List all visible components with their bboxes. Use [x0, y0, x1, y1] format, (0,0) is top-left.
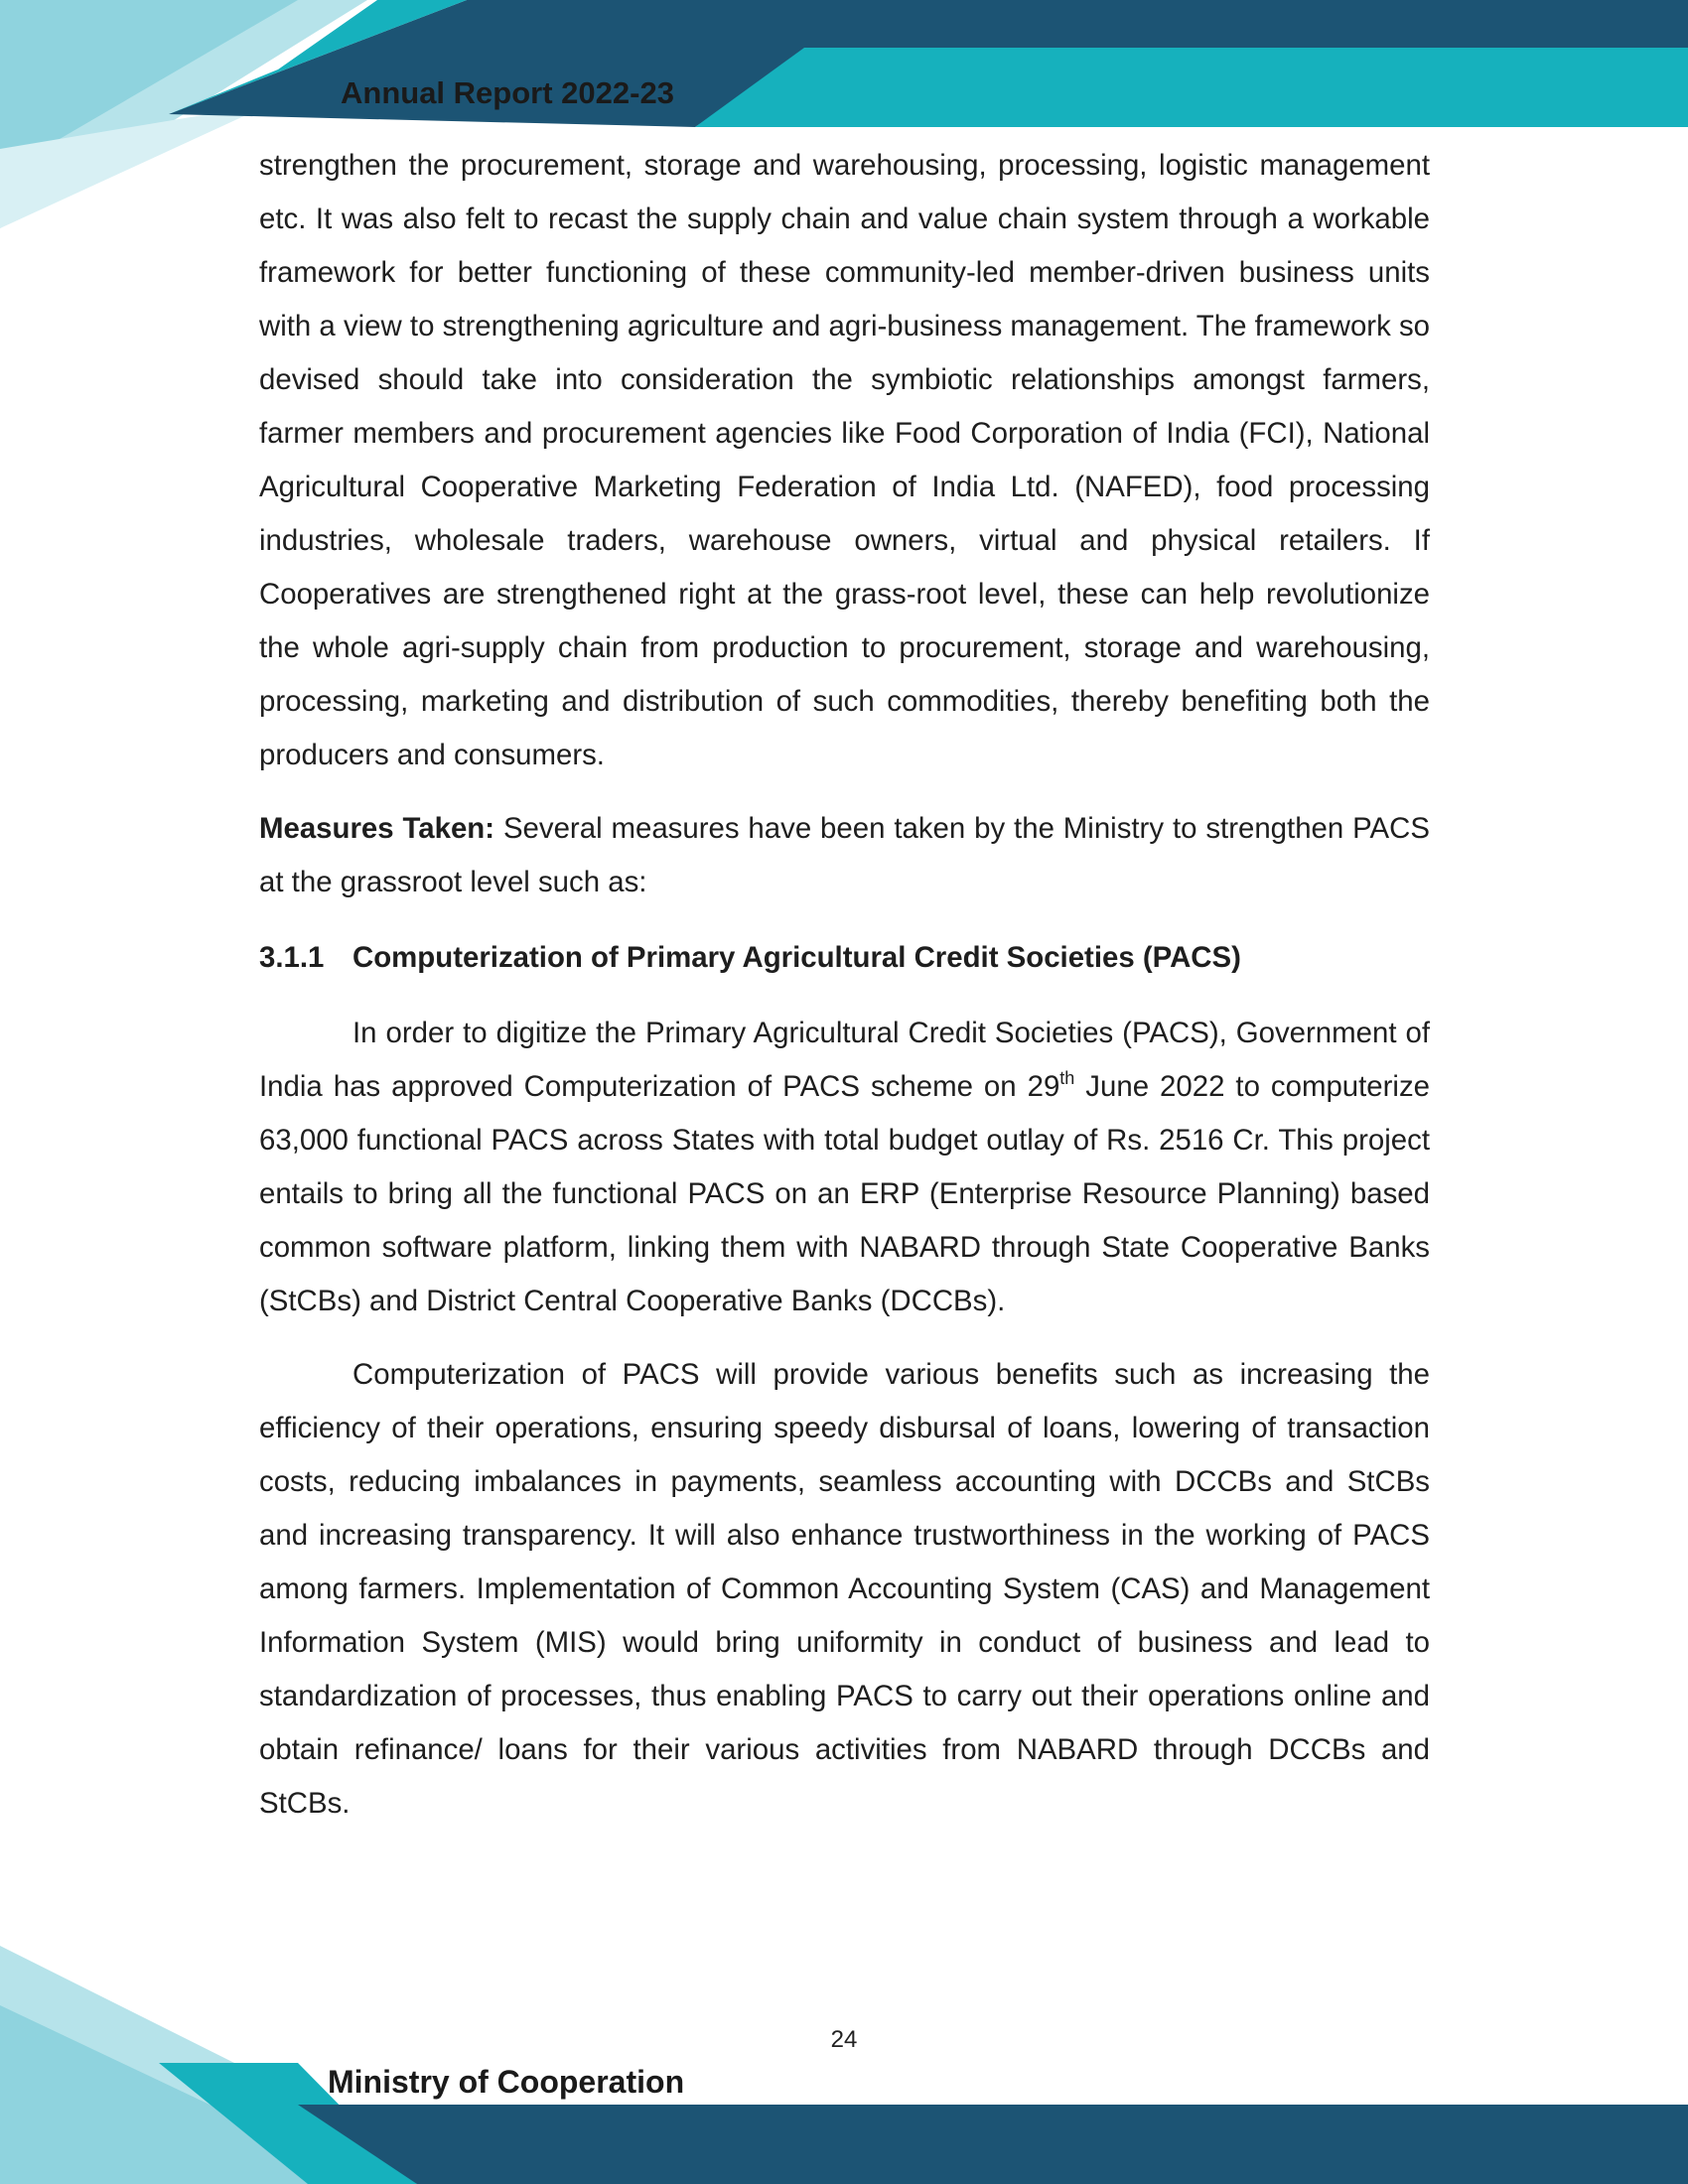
header-title: Annual Report 2022-23	[341, 75, 674, 110]
paragraph-digitize-part1: In order to digitize the Primary Agricultural Credit Societies (PACS), Government of India has approved Computerization of PACS scheme on 29	[259, 1017, 1430, 1103]
paragraph-intro: strengthen the procurement, storage and warehousing, processing, logistic management etc. It was also felt to recast the supply chain and value chain system through a workable framework for better functioning of these community-led member-driven business units with a view to strengthening agriculture and agri-business management. The framework so devised should take into consideration the symbiotic relationships amongst farmers, farmer members and procurement agencies like Food Corporation of India (FCI), National Agricultural Cooperative Marketing Federation of India Ltd. (NAFED), food processing industries, wholesale traders, warehouse owners, virtual and physical retailers. If Cooperatives are strengthened right at the grass-root level, these can help revolutionize the whole agri-supply chain from production to procurement, storage and warehousing, processing, marketing and distribution of such commodities, thereby benefiting both the producers and consumers.	[259, 149, 1430, 771]
section-number: 3.1.1	[259, 941, 325, 974]
paragraph-measures	[259, 802, 1430, 909]
paragraph-digitize-part2: June 2022 to computerize 63,000 functional PACS across States with total budget outlay of Rs. 2516 Cr. This project entails to bring all the functional PACS on an ERP (Enterprise Resource Planning) based common software platform, linking them with NABARD through State Cooperative Banks (StCBs) and District Central Cooperative Banks (DCCBs).	[259, 1070, 1430, 1317]
page-number: 24	[830, 2026, 858, 2053]
footer-banner-decoration	[0, 1946, 1688, 2184]
page-content	[259, 139, 1430, 1831]
section-heading	[259, 931, 1430, 985]
section-title: Computerization of Primary Agricultural Credit Societies (PACS)	[352, 941, 1241, 974]
footer-title: Ministry of Cooperation	[328, 2064, 685, 2100]
paragraph-benefits: Computerization of PACS will provide various benefits such as increasing the efficiency of their operations, ensuring speedy disbursal of loans, lowering of transaction costs, reducing imbalances in payments, seamless accounting with DCCBs and StCBs and increasing transparency. It will also enhance trustworthiness in the working of PACS among farmers. Implementation of Common Accounting System (CAS) and Management Information System (MIS) would bring uniformity in conduct of business and lead to standardization of processes, thus enabling PACS to carry out their operations online and obtain refinance/ loans for their various activities from NABARD through DCCBs and StCBs.	[259, 1358, 1430, 1820]
measures-label: Measures Taken:	[259, 812, 495, 845]
ordinal-suffix: th	[1059, 1068, 1075, 1088]
paragraph-digitize	[259, 1007, 1430, 1328]
measures-text: Several measures have been taken by the Ministry to strengthen PACS at the grassroot level such as:	[259, 812, 1430, 898]
